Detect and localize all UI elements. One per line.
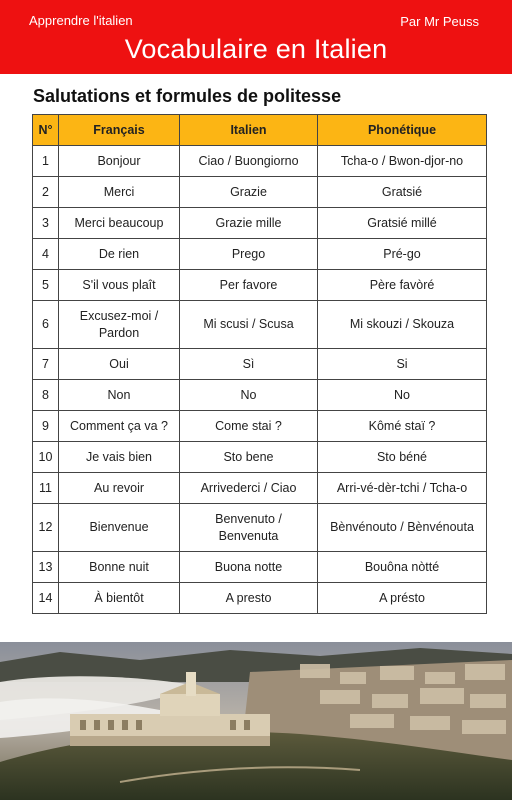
cell-phonetic: Kômé staï ?: [318, 411, 487, 442]
cell-number: 6: [33, 301, 59, 349]
header-banner: [0, 0, 512, 74]
page-title: Vocabulaire en Italien: [124, 34, 388, 64]
cell-phonetic: A présto: [318, 583, 487, 614]
cell-french: Au revoir: [59, 473, 180, 504]
cell-french: Bonne nuit: [59, 552, 180, 583]
cell-italian: A presto: [180, 583, 318, 614]
cell-number: 1: [33, 146, 59, 177]
cell-french: Je vais bien: [59, 442, 180, 473]
cell-french: Comment ça va ?: [59, 411, 180, 442]
cell-french: De rien: [59, 239, 180, 270]
cell-number: 7: [33, 349, 59, 380]
vocabulary-table: [32, 114, 487, 614]
landscape-photo: [0, 642, 512, 800]
table-row: [33, 177, 487, 208]
cell-italian: Mi scusi / Scusa: [180, 301, 318, 349]
cell-number: 10: [33, 442, 59, 473]
table-row: [33, 473, 487, 504]
cell-number: 13: [33, 552, 59, 583]
cell-phonetic: Tcha-o / Bwon-djor-no: [318, 146, 487, 177]
cell-italian: Sto bene: [180, 442, 318, 473]
cell-number: 4: [33, 239, 59, 270]
table-row: [33, 552, 487, 583]
table-body: [33, 146, 487, 614]
cell-phonetic: Mi skouzi / Skouza: [318, 301, 487, 349]
cell-phonetic: No: [318, 380, 487, 411]
cell-french: Oui: [59, 349, 180, 380]
cell-number: 5: [33, 270, 59, 301]
cell-number: 8: [33, 380, 59, 411]
cell-french: S'il vous plaît: [59, 270, 180, 301]
cell-number: 2: [33, 177, 59, 208]
cell-italian: Benvenuto / Benvenuta: [180, 504, 318, 552]
cell-phonetic: Pré-go: [318, 239, 487, 270]
cell-phonetic: Arri-vé-dèr-tchi / Tcha-o: [318, 473, 487, 504]
cell-phonetic: Bouôna nòtté: [318, 552, 487, 583]
header-subtitle: Apprendre l'italien: [29, 13, 133, 28]
cell-italian: Grazie mille: [180, 208, 318, 239]
cell-phonetic: Bènvénouto / Bènvénouta: [318, 504, 487, 552]
header-number: N°: [33, 115, 59, 146]
cell-french: Merci: [59, 177, 180, 208]
table-row: [33, 583, 487, 614]
cell-italian: No: [180, 380, 318, 411]
cell-number: 11: [33, 473, 59, 504]
table-row: [33, 380, 487, 411]
header-phonetic: Phonétique: [318, 115, 487, 146]
cell-italian: Prego: [180, 239, 318, 270]
table-row: [33, 442, 487, 473]
cell-french: Merci beaucoup: [59, 208, 180, 239]
cell-number: 14: [33, 583, 59, 614]
cell-italian: Come stai ?: [180, 411, 318, 442]
header-french: Français: [59, 115, 180, 146]
table-row: [33, 411, 487, 442]
cell-italian: Ciao / Buongiorno: [180, 146, 318, 177]
header-author: Par Mr Peuss: [400, 14, 479, 29]
table-row: [33, 301, 487, 349]
cell-phonetic: Père favòré: [318, 270, 487, 301]
cell-french: À bientôt: [59, 583, 180, 614]
section-title: Salutations et formules de politesse: [33, 86, 342, 106]
cell-italian: Per favore: [180, 270, 318, 301]
table-row: [33, 146, 487, 177]
cell-french: Bienvenue: [59, 504, 180, 552]
cell-phonetic: Gratsié millé: [318, 208, 487, 239]
table-row: [33, 239, 487, 270]
cell-phonetic: Sto béné: [318, 442, 487, 473]
cell-french: Excusez-moi / Pardon: [59, 301, 180, 349]
cell-french: Bonjour: [59, 146, 180, 177]
cell-french: Non: [59, 380, 180, 411]
cell-phonetic: Si: [318, 349, 487, 380]
cell-italian: Buona notte: [180, 552, 318, 583]
table-header-row: [33, 115, 487, 146]
table-row: [33, 504, 487, 552]
landscape-photo-image: [0, 642, 512, 800]
cell-italian: Arrivederci / Ciao: [180, 473, 318, 504]
cell-number: 9: [33, 411, 59, 442]
table-row: [33, 208, 487, 239]
cell-italian: Sì: [180, 349, 318, 380]
cell-italian: Grazie: [180, 177, 318, 208]
table-row: [33, 270, 487, 301]
cell-number: 12: [33, 504, 59, 552]
table-row: [33, 349, 487, 380]
cell-phonetic: Gratsié: [318, 177, 487, 208]
cell-number: 3: [33, 208, 59, 239]
header-italian: Italien: [180, 115, 318, 146]
